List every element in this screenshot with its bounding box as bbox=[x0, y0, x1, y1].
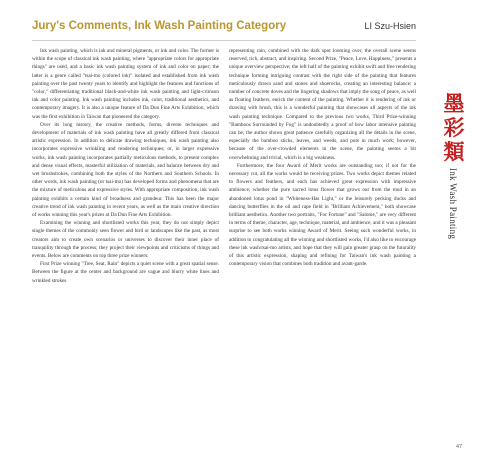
paragraph: Furthermore, the four Award of Merit works are outstanding too; if not for the necessary cut, all the works would be receiving prizes. Two works depict themes related to flowers and feathers, and each has achieved great expression with impressive ambience; whether the pure sacred lotus flower that grows out from the mud in an abandoned lotus pond in "Whiteness-Has Light," or the leisurely pecking ducks and dancing butterflies in the oil and rape field in "Brilliant Achievement," both showcase brilliant aesthetics. Another two portraits, "For Fortune" and "Salome," are very different in terms of theme, character, age, technique, material, and ambience, and it was a pleasant surprise to see both works winning Award of Merit. Seeing such wonderful works, in addition to congratulating all the winning and shortlisted works, I'd also like to encourage these ink wash/tsai-mo artists, and hope that they will gain greater grasp on the futurality of this artistic expression, shaping and refining for Taiwan's ink wash painting a contemporary vision that combines both tradition and avant-garde. bbox=[229, 162, 416, 268]
page-number: 47 bbox=[456, 444, 463, 450]
header bbox=[32, 20, 416, 41]
paragraph: Ink wash painting, which is ink and mineral pigments, or ink and color. The former is within the scope of classical ink wash painting, where "appropriate colors for appropriate things" are used, and a basic ink wash painting system of ink and color on paper; the latter is a genre called "tsai-mo (colored ink)" isolated and established from ink wash painting over the past twenty years to identify and highlight the features and functions of "color," differentiating traditional black-and-white ink wash painting and light-crimson ink and color painting. Ink wash painting includes ink, color, traditional aesthetics, and contemporary imagery. It is also a unique feature of Da Dun Fine Arts Exhibition, which was the first exhibition in Taiwan that pioneered the category. bbox=[32, 48, 219, 120]
category-label: Ink Wash Painting bbox=[448, 168, 458, 240]
category-char: 類 bbox=[443, 139, 465, 164]
author-name: LI Szu-Hsien bbox=[364, 21, 416, 31]
left-column bbox=[32, 47, 219, 285]
category-char: 彩 bbox=[443, 115, 465, 140]
paragraph: First Prize winning "Tree, Seat, Rain" depicts a quiet scene with a great spatial sense. Between the figure at the center and background are vague and blurry white lines and wrinkled strokes bbox=[32, 261, 219, 284]
paragraph: representing rain, combined with the dark spot looming over, the overall scene seems reserved, rich, abstract, and inspiring. Second Prize, "Peace, Love, Happiness," presents a unique overview perspective; the left half of the painting exhibit swift and free rendering technique forming intriguing contrast with the right side of the painting that features meticulously drawn sand and stones and shoerocks, creating an interesting balance; a number of concrete doves and the lingering shadows that imply the song of peace, as well as floating feathers, enrich the content of the painting. Whether it is rendering of ink or drawing with brush, this is a wonderful painting that showcases all aspects of the ink wash painting technique. Compared to the previous two works, Third Prize-winning "Bamboos Surrounded by Fog" is undoubtedly a proof of how labor intensive painting can be; the author shows great patience carefully organizing all the details in the scene, especially the bamboo sticks, leaves, and weeds, and puts in much work; however, because of the over-crowded elements in the scene, the painting seems a bit overwhelming and trivial, which is a big weakness. bbox=[229, 48, 416, 161]
right-column bbox=[229, 47, 416, 268]
category-char: 墨 bbox=[443, 91, 465, 116]
category-chinese-title bbox=[440, 92, 468, 164]
page-title: Jury's Comments, Ink Wash Painting Category bbox=[32, 20, 287, 32]
paragraph: Over its long history, the creative methods, forms, diverse techniques and development of materials of ink wash painting have all greatly differed from classical artistic expression. In addition to delicate drawing techniques, ink wash painting also incorporates expressive wrinkling and rendering techniques; or, in larger expressive works, ink wash painting incorporates partially meticulous methods, to present complex and dense visual effects, masterful utilization of materials, and balance between dry and wet brushstrokes, combining both the styles of the Northern and Southern Schools. In other words, ink wash painting (or tsai-mo) has developed forms and phenomena that are the mixture of meticulous and expressive styles. With appropriate composition, ink wash painting exhibits a certain kind of broadness and grandeur. This has been the major creative trend of ink wash painting in recent years, as well as the main creative direction of works winning this year's prizes at Da Dun Fine Arts Exhibition. bbox=[32, 121, 219, 219]
paragraph: Examining the winning and shortlisted works this year, they do not simply depict single themes of the commonly seen flower and bird or landscapes like the past, as most creators aim to create own scenarios or universes to discover their inner place of tranquility through the process; they project their viewpoints and criticisms of things and events. Below are comments on top three prize winners: bbox=[32, 220, 219, 260]
